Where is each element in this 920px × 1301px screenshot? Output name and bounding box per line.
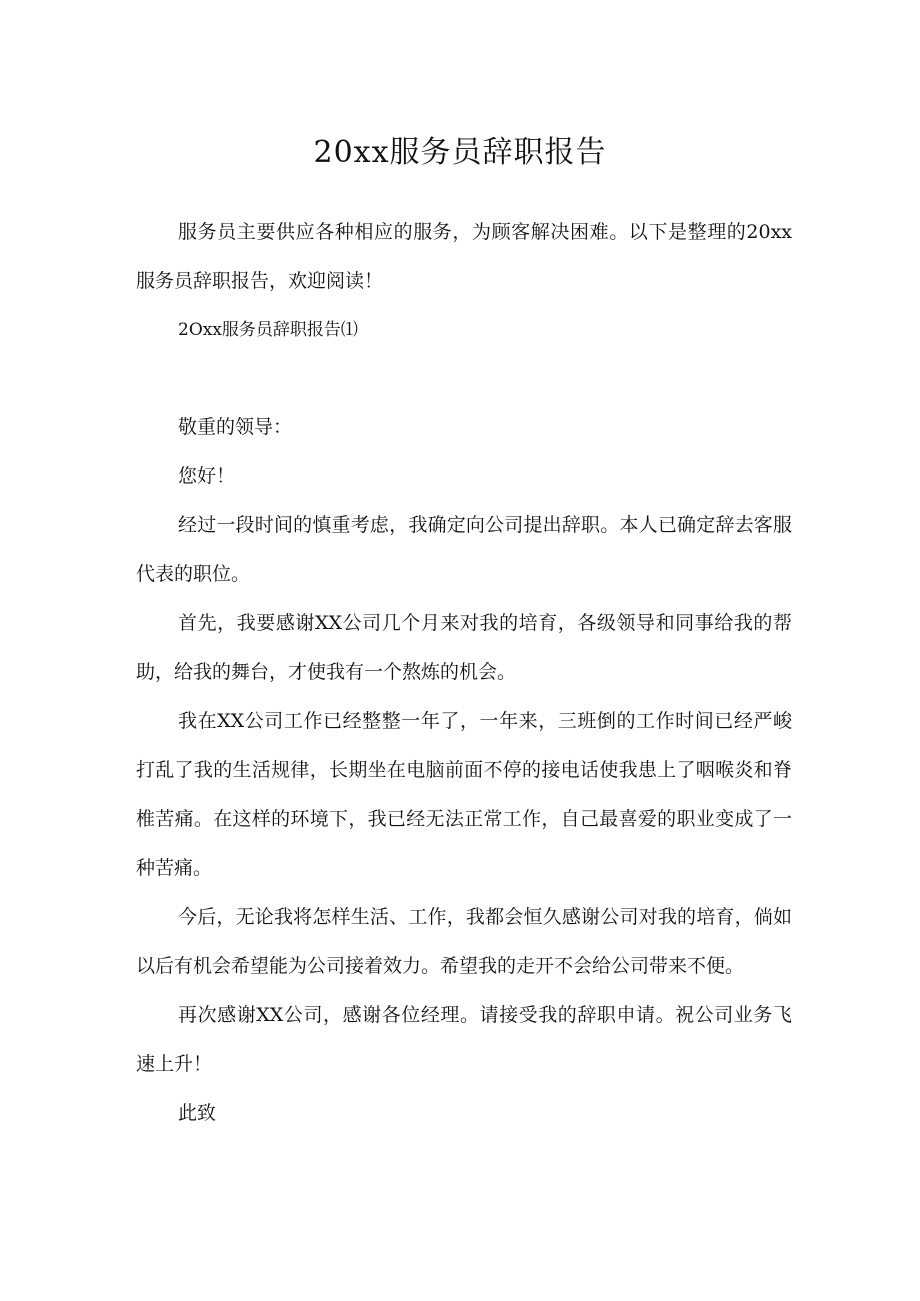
subtitle-paragraph: 2Oxx服务员辞职报告⑴	[178, 320, 358, 340]
spacer	[136, 355, 792, 403]
salutation-paragraph: 敬重的领导：	[178, 416, 293, 438]
document-title: 20xx服务员辞职报告	[313, 135, 607, 170]
body-paragraph-4: 今后，无论我将怎样生活、工作，我都会恒久感谢公司对我的培育，倘如以后有机会希望能为公司接着效力。希望我的走开不会给公司带来不便。	[136, 906, 792, 977]
body-paragraph-2: 首先，我要感谢XX公司几个月来对我的培育，各级领导和同事给我的帮助，给我的舞台，才使我有一个熬炼的机会。	[136, 612, 792, 683]
body-paragraph-3: 我在XX公司工作已经整整一年了，一年来，三班倒的工作时间已经严峻打乱了我的生活规律，长期坐在电脑前面不停的接电话使我患上了咽喉炎和脊椎苦痛。在这样的环境下，我已经无法正常工作，自己最喜爱的职业变成了一种苦痛。	[136, 710, 792, 879]
body-paragraph-1: 经过一段时间的慎重考虑，我确定向公司提出辞职。本人已确定辞去客服代表的职位。	[136, 514, 792, 585]
closing-paragraph: 此致	[178, 1102, 217, 1124]
document-body	[136, 208, 792, 1138]
intro-paragraph: 服务员主要供应各种相应的服务，为顾客解决困难。以下是整理的20xx服务员辞职报告，欢迎阅读！	[136, 221, 792, 292]
greeting-paragraph: 您好！	[178, 465, 236, 487]
body-paragraph-5: 再次感谢XX公司，感谢各位经理。请接受我的辞职申请。祝公司业务飞速上升！	[136, 1004, 792, 1075]
